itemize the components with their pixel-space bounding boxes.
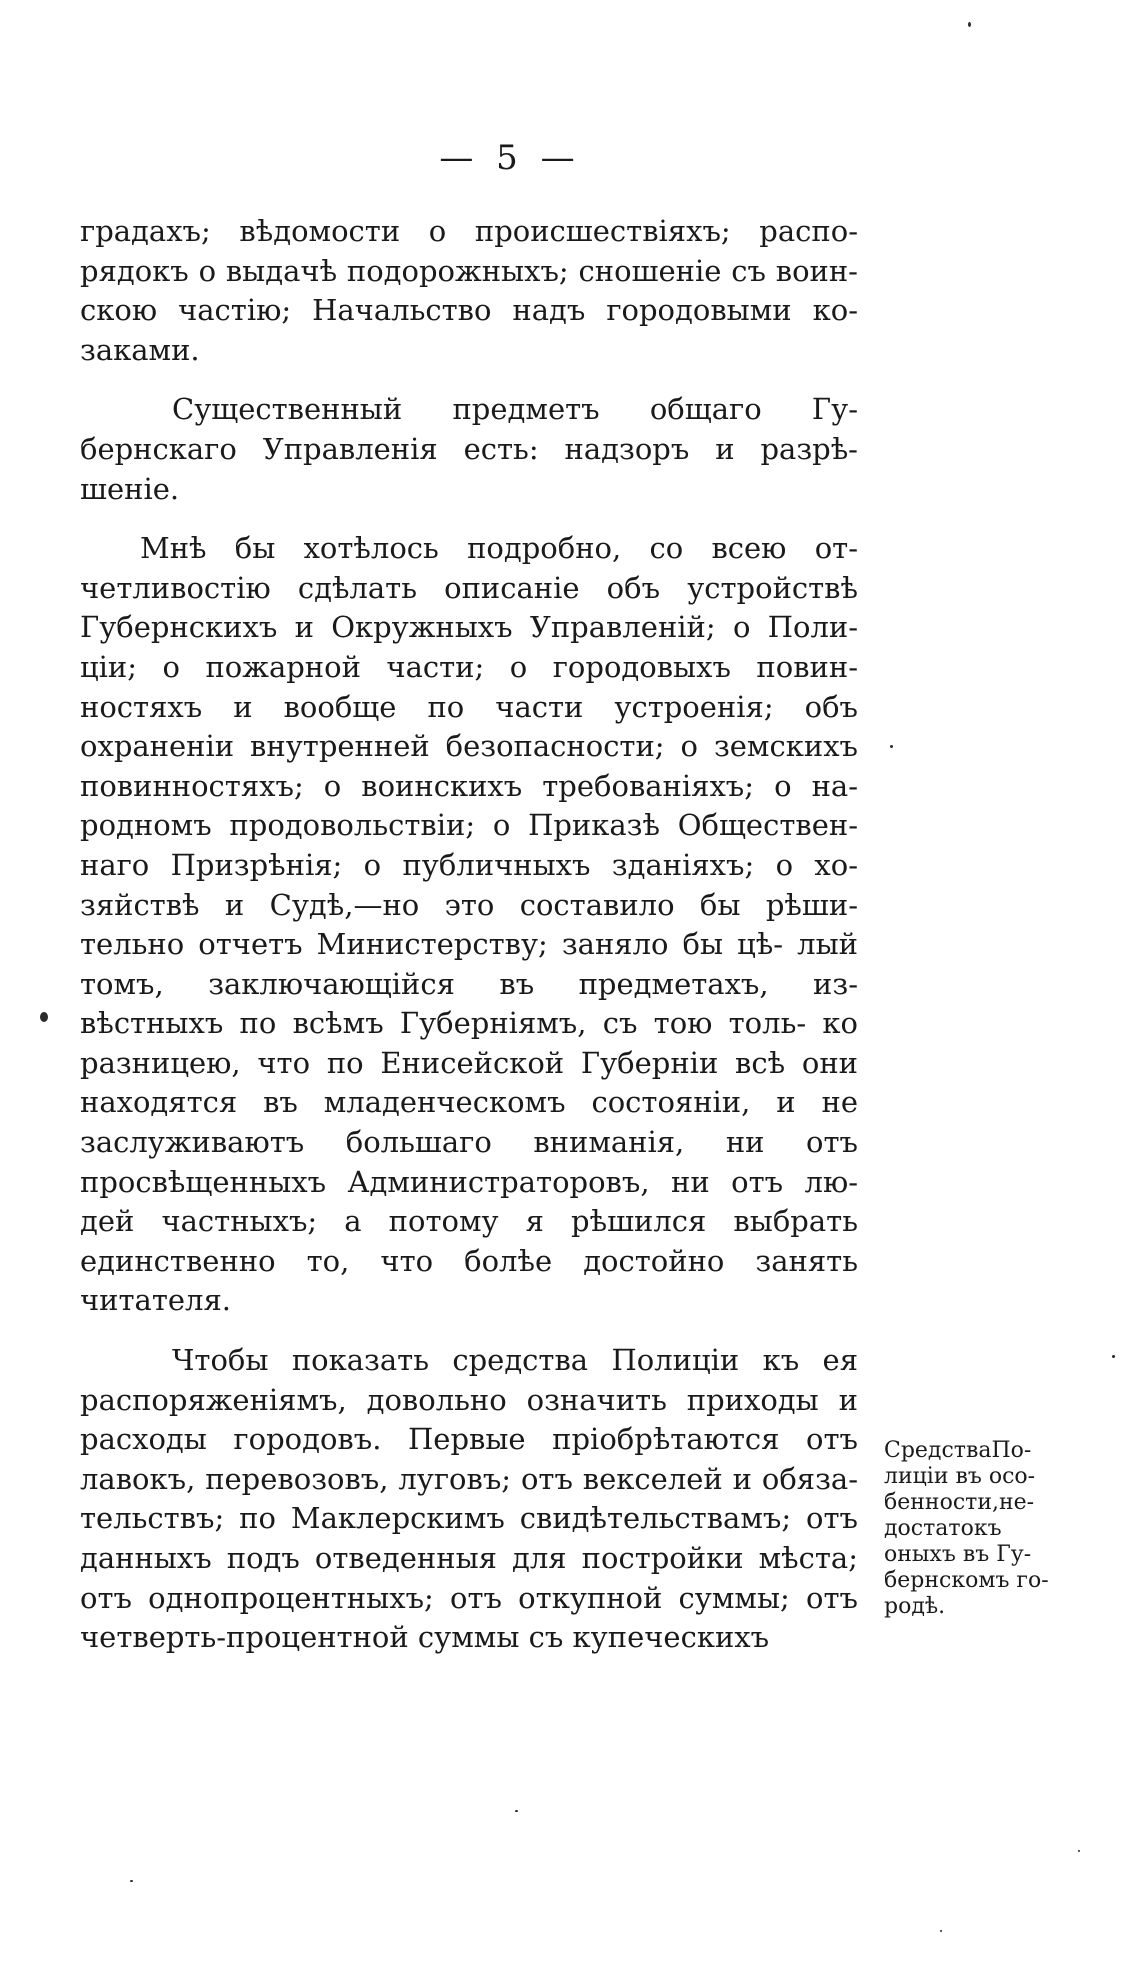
paragraph-3 (80, 529, 858, 1321)
text-line: зяйствѣ и Судѣ,—но это составило бы рѣши- (80, 887, 858, 922)
scan-speck (515, 1810, 518, 1812)
text-line: просвѣщенныхъ Администраторовъ, ни отъ лю- (80, 1164, 858, 1199)
text-line: тельно отчетъ Министерству; заняло бы цѣ- (80, 927, 784, 962)
text-line: бернскаго Управленія есть: надзоръ и разрѣ- (80, 431, 858, 466)
text-line: данныхъ подъ отведенныя для постройки мѣста; (80, 1541, 858, 1575)
page-number: — 5 — (439, 138, 581, 178)
text-line: распоряженіямъ, довольно означить приходы и (80, 1382, 858, 1417)
text-line: Мнѣ бы хотѣлось подробно, со всею от- (140, 531, 858, 566)
text-line: ностяхъ и вообще по части устроенія; объ (80, 689, 858, 724)
text-line: они находятся въ младенческомъ состояніи, и (80, 1045, 859, 1120)
text-line: отъ однопроцентныхъ; отъ откупной суммы; (80, 1580, 790, 1615)
scan-speck (890, 745, 893, 748)
text-line: Существенный предметъ общаго Гу- (172, 392, 858, 427)
paragraph-4 (80, 1341, 858, 1658)
margin-note (884, 1438, 1066, 1620)
margin-note-line: оныхъ въ Гу- (884, 1542, 1032, 1567)
text-line: шеніе. (80, 471, 180, 506)
margin-note-line: достатокъ (884, 1516, 1002, 1541)
text-line: четливостію сдѣлать описаніе объ устройствѣ (80, 570, 858, 605)
text-line: охраненіи внутренней безопасности; о земскихъ (80, 729, 858, 764)
main-text-column (80, 212, 858, 1658)
scan-speck (130, 1880, 133, 1882)
text-line: наго Призрѣнія; о публичныхъ зданіяхъ; о хо- (80, 847, 858, 882)
text-line: ціи; о пожарной части; о городовыхъ повин- (80, 649, 858, 684)
text-line: градахъ; вѣдомости о происшествіяхъ; распо- (80, 214, 858, 248)
text-line: Чтобы показать средства Полиціи къ ея (172, 1343, 858, 1378)
text-line: вѣстныхъ по всѣмъ Губерніямъ, съ тою толь- (80, 1006, 807, 1041)
margin-note-line: СредстваПо- (884, 1438, 1032, 1463)
text-line: Губернскихъ и Окружныхъ Управленій; о Поли- (80, 610, 858, 645)
margin-note-line: бенности,не- (884, 1490, 1035, 1515)
scan-speck (968, 22, 971, 27)
text-line: рядокъ о выдачѣ подорожныхъ; сношеніе съ воин- (80, 253, 858, 288)
margin-note-line: лиціи въ осо- (884, 1464, 1036, 1489)
text-line: повинностяхъ; о воинскихъ требованіяхъ; о на- (80, 768, 858, 803)
text-line: читателя. (80, 1283, 231, 1318)
text-line: тельствъ; по Маклерскимъ свидѣтельствамъ; отъ (80, 1501, 858, 1536)
text-line: единственно то, что болѣе достойно занять (80, 1243, 858, 1278)
text-line: расходы городовъ. Первые пріобрѣтаются отъ (80, 1422, 858, 1457)
scan-speck (1112, 1355, 1115, 1358)
text-line: скою частію; Начальство надъ городовыми ко- (80, 293, 858, 328)
text-line: не заслуживаютъ большаго вниманія, ни отъ (80, 1085, 859, 1160)
text-line: заками. (80, 332, 200, 367)
paragraph-1 (80, 212, 858, 370)
scan-speck (1078, 1850, 1080, 1852)
paragraph-2 (80, 390, 858, 509)
scan-speck (940, 1930, 942, 1932)
text-line: дей частныхъ; а потому я рѣшился выбрать (80, 1204, 858, 1239)
scan-speck (40, 1012, 48, 1022)
text-line: лый томъ, заключающійся въ предметахъ, из- (80, 927, 859, 1001)
text-line: ко разницею, что по Енисейской Губерніи всѣ (80, 1006, 858, 1080)
margin-note-line: бернскомъ го- (884, 1568, 1049, 1593)
text-line: лавокъ, перевозовъ, луговъ; отъ векселей и обяза- (80, 1461, 858, 1496)
text-line: отъ четверть-процентной суммы съ купеческихъ (80, 1580, 858, 1655)
text-line: родномъ продовольствіи; о Приказѣ Обществен- (80, 808, 858, 843)
margin-note-line: родѣ. (884, 1594, 946, 1619)
